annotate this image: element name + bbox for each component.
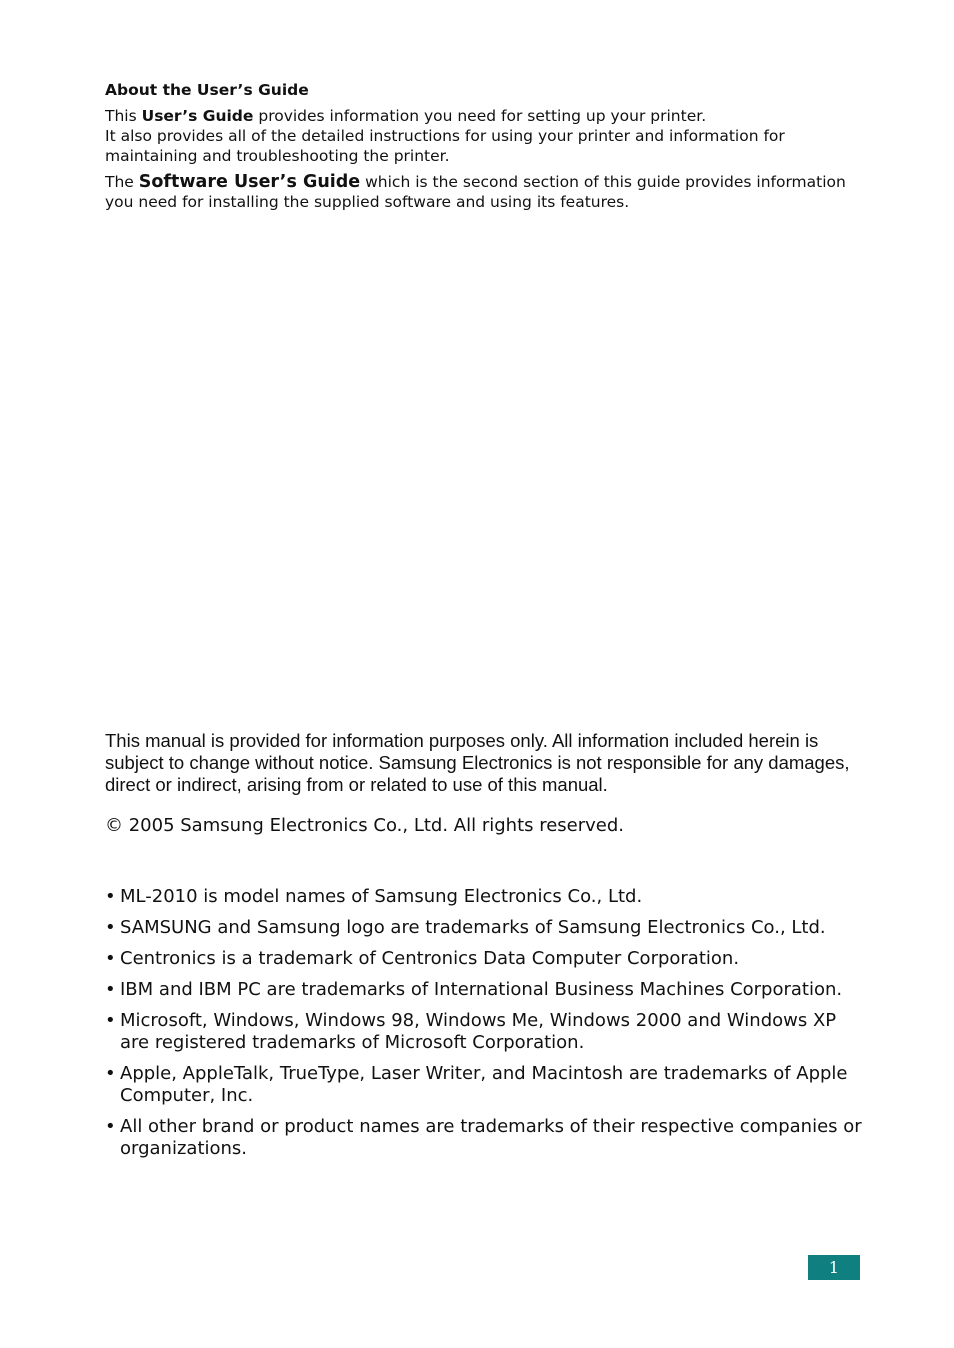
- disclaimer: This manual is provided for information purposes only. All information included herein is subject to change without notice. Samsung Electronics is not responsible for any damages, direct or indirect, arising from or related to use of this manual.: [105, 730, 850, 795]
- about-paragraph-1: [105, 106, 865, 166]
- bullet: •: [105, 1010, 116, 1031]
- bullet: •: [105, 1063, 116, 1084]
- legal-section: [105, 730, 865, 1169]
- list-item: [105, 948, 865, 970]
- about-p1-post: provides information you need for setting up your printer.: [253, 107, 707, 125]
- trademark-text: Apple, AppleTalk, TrueType, Laser Writer, and Macintosh are trademarks of Apple Computer, Inc.: [120, 1063, 848, 1106]
- page-number-badge: 1: [808, 1255, 860, 1280]
- copyright: © 2005 Samsung Electronics Co., Ltd. All rights reserved.: [105, 815, 625, 836]
- bullet: •: [105, 886, 116, 907]
- bullet: •: [105, 917, 116, 938]
- list-item: [105, 886, 865, 908]
- trademark-text: SAMSUNG and Samsung logo are trademarks of Samsung Electronics Co., Ltd.: [120, 917, 826, 938]
- trademark-text: Centronics is a trademark of Centronics Data Computer Corporation.: [120, 948, 740, 969]
- trademark-text: IBM and IBM PC are trademarks of International Business Machines Corporation.: [120, 979, 843, 1000]
- about-p2-pre: The: [105, 173, 139, 191]
- about-section: [105, 80, 865, 212]
- bullet: •: [105, 1116, 116, 1137]
- list-item: [105, 979, 865, 1001]
- about-p1-line2: It also provides all of the detailed instructions for using your printer and information for maintaining and troubleshooting the printer.: [105, 127, 785, 165]
- about-title: About the User’s Guide: [105, 81, 309, 99]
- about-p2-bold: Software User’s Guide: [138, 172, 361, 192]
- trademark-text: All other brand or product names are trademarks of their respective companies or organizations.: [120, 1116, 862, 1159]
- bullet: •: [105, 948, 116, 969]
- list-item: [105, 917, 865, 939]
- about-p2-post: which is the second section of this guide provides information you need for installing the supplied software and using its features.: [105, 173, 846, 211]
- list-item: [105, 1010, 865, 1054]
- list-item: [105, 1063, 865, 1107]
- list-item: [105, 1116, 865, 1160]
- about-paragraph-2: [105, 172, 865, 212]
- trademark-list: [105, 886, 865, 1160]
- bullet: •: [105, 979, 116, 1000]
- about-p1-pre: This: [105, 107, 142, 125]
- about-p1-bold: User’s Guide: [141, 107, 254, 125]
- trademark-text: Microsoft, Windows, Windows 98, Windows Me, Windows 2000 and Windows XP are registered trademarks of Microsoft Corporation.: [120, 1010, 837, 1053]
- trademark-text: ML-2010 is model names of Samsung Electronics Co., Ltd.: [120, 886, 643, 907]
